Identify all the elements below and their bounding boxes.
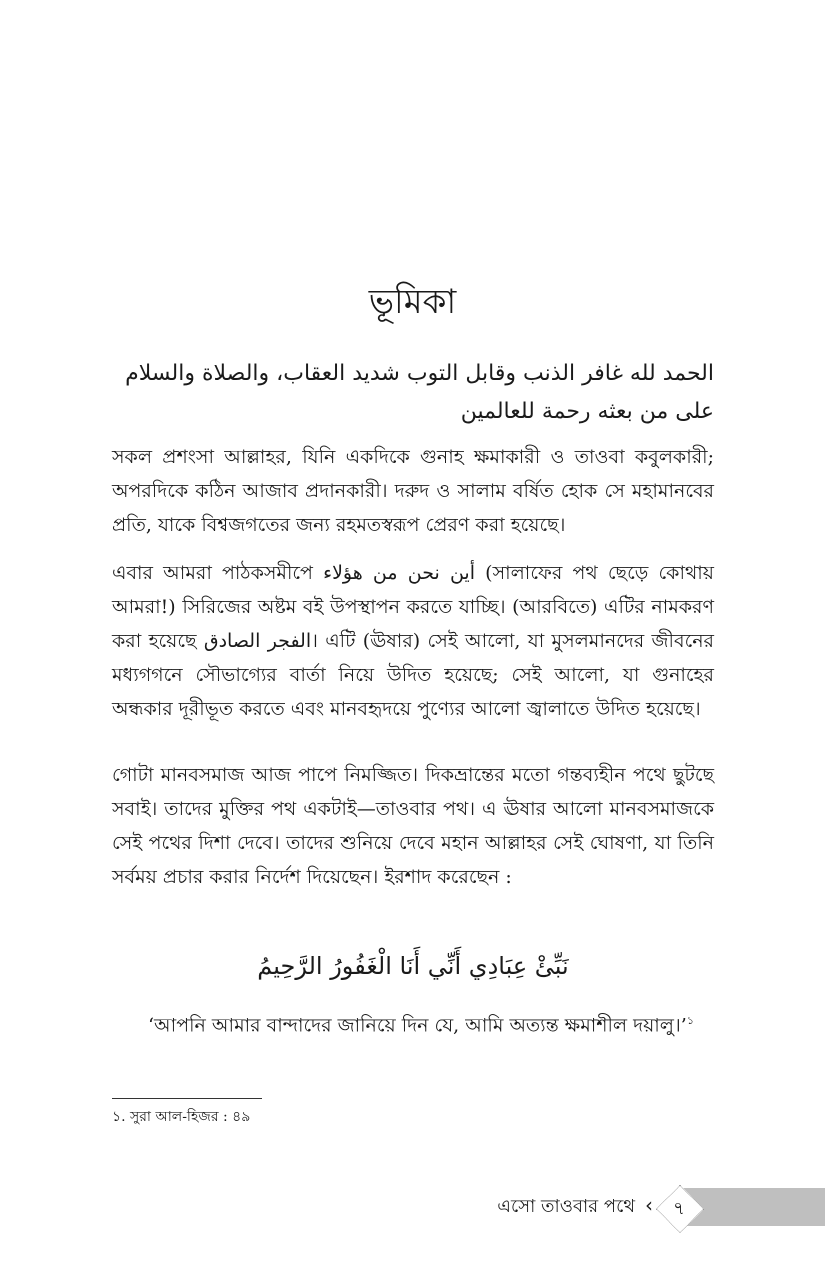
- paragraph-2: [112, 556, 714, 726]
- footnote-marker: ১: [686, 1014, 694, 1027]
- paragraph-3: গোটা মানবসমাজ আজ পাপে নিমজ্জিত। দিকভ্রান্তের মতো গন্তব্যহীন পথে ছুটছে সবাই। তাদের মুক্তির পথ একটাই—তাওবার পথ। এ ঊষার আলো মানবসমাজকে সেই পথের দিশা দেবে। তাদের শুনিয়ে দেবে মহান আল্লাহর সেই ঘোষণা, যা তিনি সর্বময় প্রচার করার নির্দেশ দিয়েছেন। ইরশাদ করেছেন :: [112, 764, 714, 888]
- footnote: ১. সুরা আল-হিজর : ৪৯: [112, 1109, 251, 1125]
- paragraph-2-part-1: এবার আমরা পাঠকসমীপে: [112, 562, 313, 584]
- paragraph-2-part-3: । এটি (ঊষার) সেই আলো, যা মুসলমানদের জীবনের মধ্যগগনে সৌভাগ্যের বার্তা নিয়ে উদিত হয়েছে; সেই আলো, যা গুনাহের অন্ধকার দূরীভূত করতে এবং মানবহৃদয়ে পুণ্যের আলো জ্বালাতে উদিত হয়েছে।: [112, 630, 714, 720]
- quran-verse: نَبِّئْ عِبَادِي أَنِّي أَنَا الْغَفُورُ الرَّحِيمُ: [257, 952, 569, 980]
- chevron-left-icon: ‹: [645, 1193, 653, 1217]
- footer-book-title: এসো তাওবার পথে: [497, 1196, 635, 1217]
- arabic-opening-text: الحمد لله غافر الذنب وقابل التوب شديد العقاب، والصلاة والسلام على من بعثه رحمة للعالمين: [125, 361, 714, 424]
- page-title: ভূমিকা: [368, 282, 457, 322]
- footnote-divider: [112, 1098, 262, 1099]
- page-number: ৭: [673, 1198, 685, 1219]
- verse-translation-text: ‘আপনি আমার বান্দাদের জানিয়ে দিন যে, আমি অত্যন্ত ক্ষমাশীল দয়ালু।’: [148, 1014, 687, 1037]
- paragraph-1: সকল প্রশংসা আল্লাহর, যিনি একদিকে গুনাহ ক্ষমাকারী ও তাওবা কবুলকারী; অপরদিকে কঠিন আজাব প্রদানকারী। দরুদ ও সালাম বর্ষিত হোক সে মহামানবের প্রতি, যাকে বিশ্বজগতের জন্য রহমতস্বরূপ প্রেরণ করা হয়েছে।: [112, 446, 714, 536]
- verse-translation: [148, 1004, 708, 1042]
- book-arabic-title: الفجر الصادق: [203, 630, 312, 652]
- series-arabic-title: أين نحن من هؤلاء: [323, 562, 475, 584]
- paragraph-2-part-2: (সালাফের পথ ছেড়ে কোথায় আমরা!) সিরিজের অষ্টম বই উপস্থাপন করতে যাচ্ছি। (আরবিতে) এটির নামকরণ করা হয়েছে: [112, 562, 714, 652]
